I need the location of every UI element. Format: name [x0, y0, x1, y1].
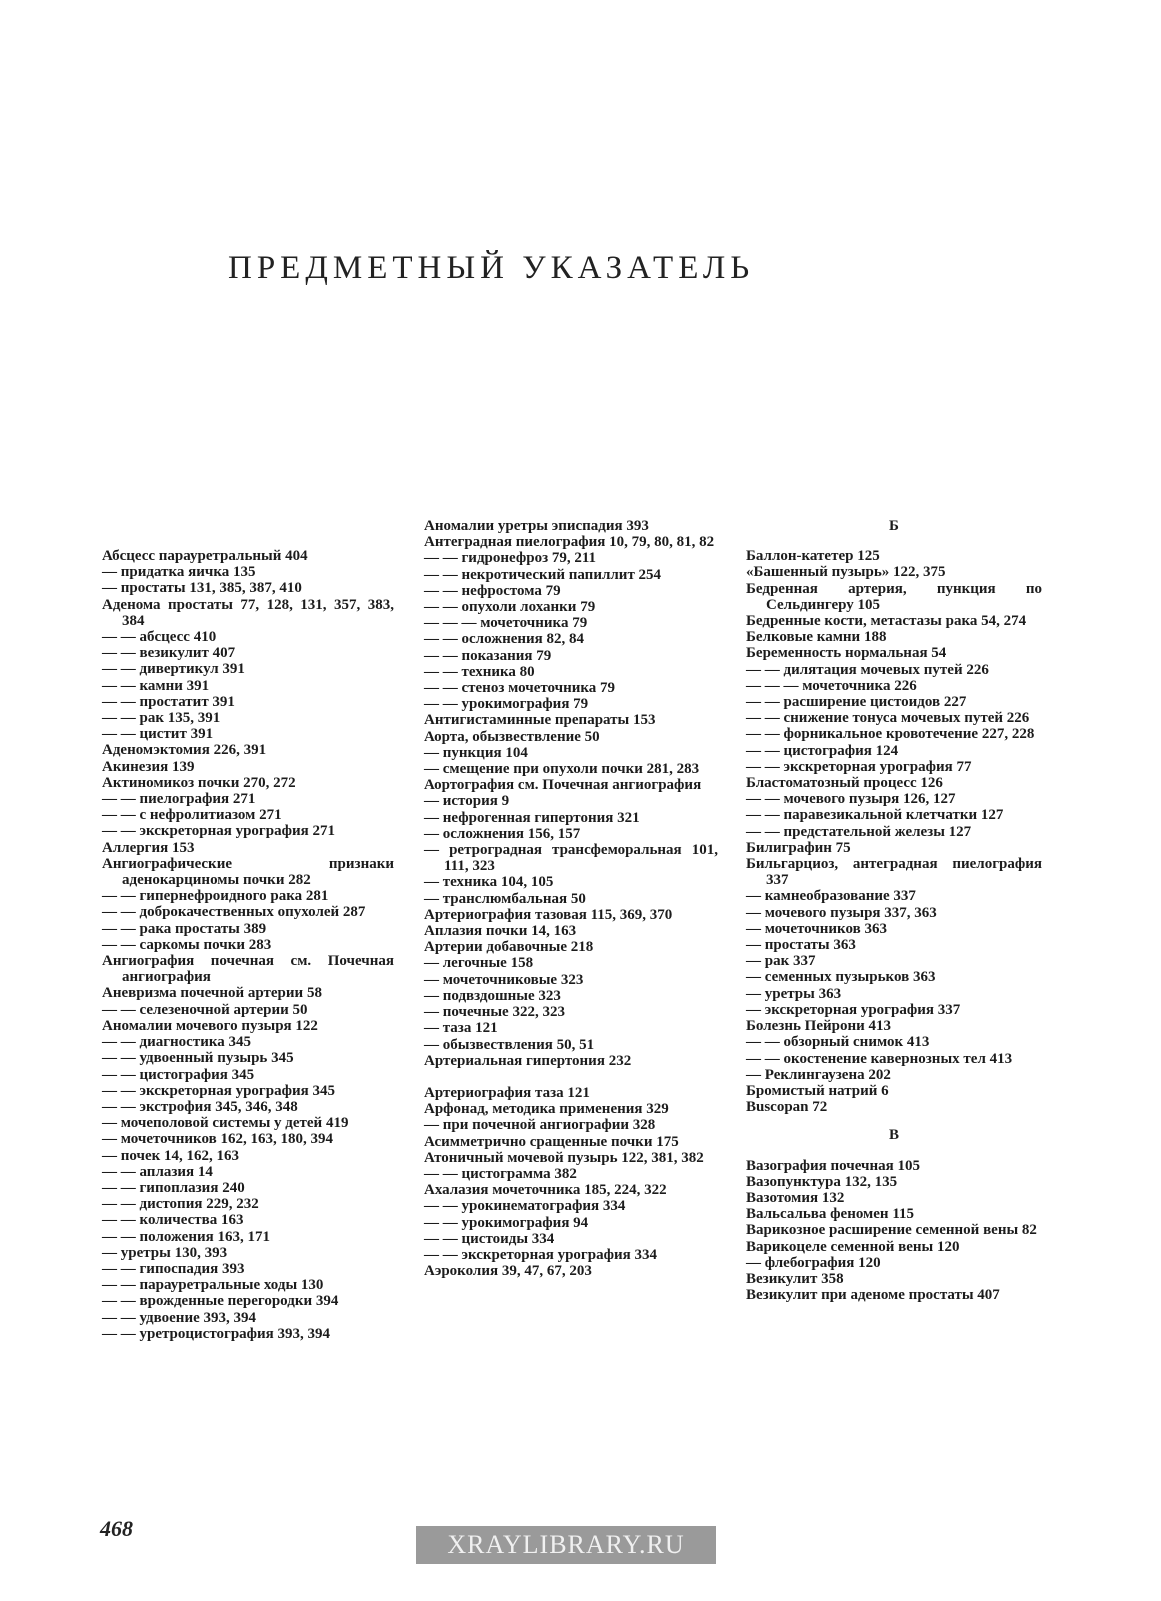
index-entry: — — — мочеточника 79	[424, 615, 588, 632]
index-entry: — — — мочеточника 226	[746, 677, 917, 694]
index-entry: — смещение при опухоли почки 281, 283	[424, 761, 700, 778]
index-entry: — — везикулит 407	[102, 645, 236, 662]
index-entry: Ангиография почечная см. Почечная ангиография	[102, 953, 394, 986]
index-entry: — подвздошные 323	[424, 987, 561, 1004]
index-entry: Ангиографические признаки аденокарциномы почки 282	[102, 855, 394, 889]
index-entry: Варикоцеле семенной вены 120	[746, 1238, 960, 1255]
index-entry: Артериография тазовая 115, 369, 370	[424, 906, 673, 923]
index-entry: Артериография таза 121	[424, 1084, 590, 1101]
index-entry: — — экскреторная урография 345	[102, 1082, 335, 1099]
index-entry: — осложнения 156, 157	[424, 825, 581, 842]
index-entry: — — стеноз мочеточника 79	[424, 680, 616, 697]
page-title: ПРЕДМЕТНЫЙ УКАЗАТЕЛЬ	[228, 250, 755, 286]
index-entry: — — дивертикул 391	[102, 661, 245, 678]
index-entry: — Реклингаузена 202	[746, 1066, 891, 1083]
index-entry: — — снижение тонуса мочевых путей 226	[746, 710, 1030, 727]
index-entry: — — камни 391	[102, 677, 210, 694]
section-b-entries	[746, 548, 1042, 1115]
index-entry: — флебография 120	[746, 1254, 881, 1271]
index-entry: — — удвоенный пузырь 345	[102, 1050, 294, 1067]
index-entry: — — аплазия 14	[102, 1163, 213, 1180]
index-entry: — — цистограмма 382	[424, 1165, 577, 1182]
index-entry: — при почечной ангиографии 328	[424, 1117, 656, 1134]
index-entry: Белковые камни 188	[746, 629, 887, 646]
index-entry: — — экскреторная урография 271	[102, 823, 335, 840]
index-entry: — — экскреторная урография 334	[424, 1246, 657, 1263]
index-entry: — история 9	[424, 793, 510, 810]
index-entry: — — положения 163, 171	[102, 1228, 270, 1245]
index-entry: — таза 121	[424, 1020, 498, 1037]
index-entry: — нефрогенная гипертония 321	[424, 809, 640, 826]
index-entry: — — экстрофия 345, 346, 348	[102, 1098, 298, 1115]
index-entry: Аортография см. Почечная ангиография	[424, 777, 702, 794]
index-entry: Актиномикоз почки 270, 272	[102, 774, 296, 791]
index-entry: Болезнь Пейрони 413	[746, 1018, 891, 1035]
index-entry: — — пиелография 271	[102, 791, 256, 808]
index-entry: — — удвоение 393, 394	[102, 1309, 256, 1326]
index-entry: Ахалазия мочеточника 185, 224, 322	[424, 1182, 667, 1199]
index-entry: — — техника 80	[424, 663, 535, 680]
index-entry: Вазография почечная 105	[746, 1157, 920, 1174]
index-entry: Арфонад, методика применения 329	[424, 1101, 669, 1118]
index-entry: «Башенный пузырь» 122, 375	[746, 564, 946, 581]
index-entry: Артерии добавочные 218	[424, 939, 594, 956]
index-entry: — техника 104, 105	[424, 874, 554, 891]
index-entry: Антеградная пиелография 10, 79, 80, 81, 82	[424, 534, 715, 551]
index-entry: — — нефростома 79	[424, 582, 561, 599]
index-entry: Вазопунктура 132, 135	[746, 1173, 898, 1190]
index-column-2	[424, 518, 718, 1279]
index-entry: — — гипоплазия 240	[102, 1179, 245, 1196]
index-entry: Аллергия 153	[102, 839, 195, 856]
index-column-1	[102, 548, 394, 1342]
index-entry: — — цистоиды 334	[424, 1230, 555, 1247]
index-entry: — — цистит 391	[102, 726, 214, 743]
index-entry: — семенных пузырьков 363	[746, 969, 936, 986]
section-letter-v: В	[888, 1127, 899, 1144]
index-entry: Баллон-катетер 125	[746, 548, 880, 565]
index-entry: — — количества 163	[102, 1212, 244, 1229]
index-entry: — — уретроцистография 393, 394	[102, 1325, 331, 1342]
index-entry: Аномалии мочевого пузыря 122	[102, 1017, 318, 1034]
index-entry: — мочевого пузыря 337, 363	[746, 904, 937, 921]
index-entry: Бедренная артерия, пункция по Сельдингеру 105	[746, 580, 1042, 613]
index-entry: — — с нефролитиазом 271	[102, 807, 282, 824]
index-entry: — — опухоли лоханки 79	[424, 599, 596, 616]
index-entry: — — урокимография 79	[424, 696, 589, 713]
index-entry: Везикулит при аденоме простаты 407	[746, 1287, 1000, 1304]
index-entry: — — селезеночной артерии 50	[102, 1001, 308, 1018]
index-entry: — мочеточниковые 323	[424, 971, 584, 988]
index-entry: — — паравезикальной клетчатки 127	[746, 807, 1004, 824]
index-entry: Варикозное расширение семенной вены 82	[746, 1222, 1037, 1239]
section-letter-b: Б	[889, 518, 899, 534]
index-entry: — легочные 158	[424, 955, 534, 972]
index-entry: — — дилятация мочевых путей 226	[746, 661, 989, 678]
index-entry: — камнеобразование 337	[746, 888, 916, 905]
index-entry: — — рак 135, 391	[102, 710, 221, 727]
index-entry: — — диагностика 345	[102, 1034, 252, 1051]
index-entry: Бластоматозный процесс 126	[746, 775, 943, 792]
index-entry: — транслюмбальная 50	[424, 890, 586, 907]
index-entry: — экскреторная урография 337	[746, 1001, 961, 1018]
index-entry: Артериальная гипертония 232	[424, 1052, 632, 1069]
index-entry: Вальсальва феномен 115	[746, 1206, 914, 1223]
index-entry: — — урокимография 94	[424, 1214, 589, 1231]
index-entry: — — парауретральные ходы 130	[102, 1277, 324, 1294]
index-entry: — уретры 130, 393	[102, 1244, 228, 1261]
index-entry: Бедренные кости, метастазы рака 54, 274	[746, 613, 1027, 630]
index-entry: — — дистопия 229, 232	[102, 1196, 259, 1213]
index-entry: Бромистый натрий 6	[746, 1082, 889, 1099]
index-entry: — — врожденные перегородки 394	[102, 1293, 339, 1310]
index-entry: Аномалии уретры эписпадия 393	[424, 518, 649, 534]
index-entry: — мочеточников 162, 163, 180, 394	[102, 1131, 333, 1148]
index-entry: Антигистаминные препараты 153	[424, 712, 656, 729]
index-entry: — пункция 104	[424, 744, 528, 761]
index-entry: — почек 14, 162, 163	[102, 1147, 240, 1164]
index-entry: Аэроколия 39, 47, 67, 203	[424, 1263, 592, 1280]
index-entry: Беременность нормальная 54	[746, 645, 947, 662]
index-entry: — придатка яичка 135	[102, 564, 256, 581]
index-entry: Аорта, обызвествление 50	[424, 728, 600, 745]
index-entry: — — показания 79	[424, 647, 552, 664]
index-entry: — — рака простаты 389	[102, 920, 267, 937]
index-entry: — почечные 322, 323	[424, 1004, 565, 1021]
index-entry: Везикулит 358	[746, 1270, 844, 1287]
index-entry: — — гидронефроз 79, 211	[424, 550, 597, 567]
index-entry: Акинезия 139	[102, 758, 195, 775]
index-entry: — — гипернефроидного рака 281	[102, 888, 329, 905]
index-entry: — — форникальное кровотечение 227, 228	[746, 726, 1035, 743]
spacer	[424, 1069, 718, 1085]
index-column-3	[746, 518, 1042, 1303]
index-entry: — — цистография 345	[102, 1066, 255, 1083]
index-entry: — — осложнения 82, 84	[424, 631, 585, 648]
index-entry: — — доброкачественных опухолей 287	[102, 904, 366, 921]
index-entry: — рак 337	[746, 953, 816, 970]
index-entry: — — обзорный снимок 413	[746, 1034, 930, 1051]
index-entry: Атоничный мочевой пузырь 122, 381, 382	[424, 1149, 704, 1166]
index-entry: — ретроградная трансфеморальная 101, 111, 323	[424, 842, 718, 875]
index-entry: — — абсцесс 410	[102, 629, 217, 646]
index-entry: Бильгарциоз, антеградная пиелография 337	[746, 856, 1042, 889]
index-entry: — — саркомы почки 283	[102, 936, 272, 953]
index-entry: — простаты 363	[746, 937, 856, 954]
index-entry: Вазотомия 132	[746, 1189, 845, 1206]
index-entry: — — предстательной железы 127	[746, 823, 972, 840]
index-entry: Аденомэктомия 226, 391	[102, 742, 267, 759]
index-entry: — — гипоспадия 393	[102, 1260, 245, 1277]
index-entry: — — некротический папиллит 254	[424, 566, 662, 583]
index-entry: — обызвествления 50, 51	[424, 1036, 595, 1053]
index-entry: Абсцесс парауретральный 404	[102, 548, 308, 564]
index-entry: Билиграфин 75	[746, 839, 851, 856]
index-entry: Аневризма почечной артерии 58	[102, 985, 322, 1002]
index-entry: Асимметрично сращенные почки 175	[424, 1133, 679, 1150]
index-entry: — уретры 363	[746, 985, 842, 1002]
index-entry: — — экскреторная урография 77	[746, 758, 972, 775]
index-entry: — — урокинематография 334	[424, 1198, 626, 1215]
index-entry: — мочеполовой системы у детей 419	[102, 1115, 349, 1132]
page-number: 468	[100, 1516, 133, 1541]
watermark: XRAYLIBRARY.RU	[416, 1526, 716, 1564]
index-entry: Аплазия почки 14, 163	[424, 923, 577, 940]
index-entry: — — расширение цистоидов 227	[746, 694, 967, 711]
index-entry: — — цистография 124	[746, 742, 899, 759]
index-entry: Buscopan 72	[746, 1099, 828, 1116]
index-entry: Аденома простаты 77, 128, 131, 357, 383, 384	[102, 596, 394, 629]
index-entry: — простаты 131, 385, 387, 410	[102, 580, 302, 597]
index-entry: — — простатит 391	[102, 693, 235, 710]
index-entry: — — окостенение кавернозных тел 413	[746, 1050, 1013, 1067]
index-entry: — мочеточников 363	[746, 920, 887, 937]
section-v-entries	[746, 1158, 1042, 1304]
index-entry: — — мочевого пузыря 126, 127	[746, 791, 956, 808]
